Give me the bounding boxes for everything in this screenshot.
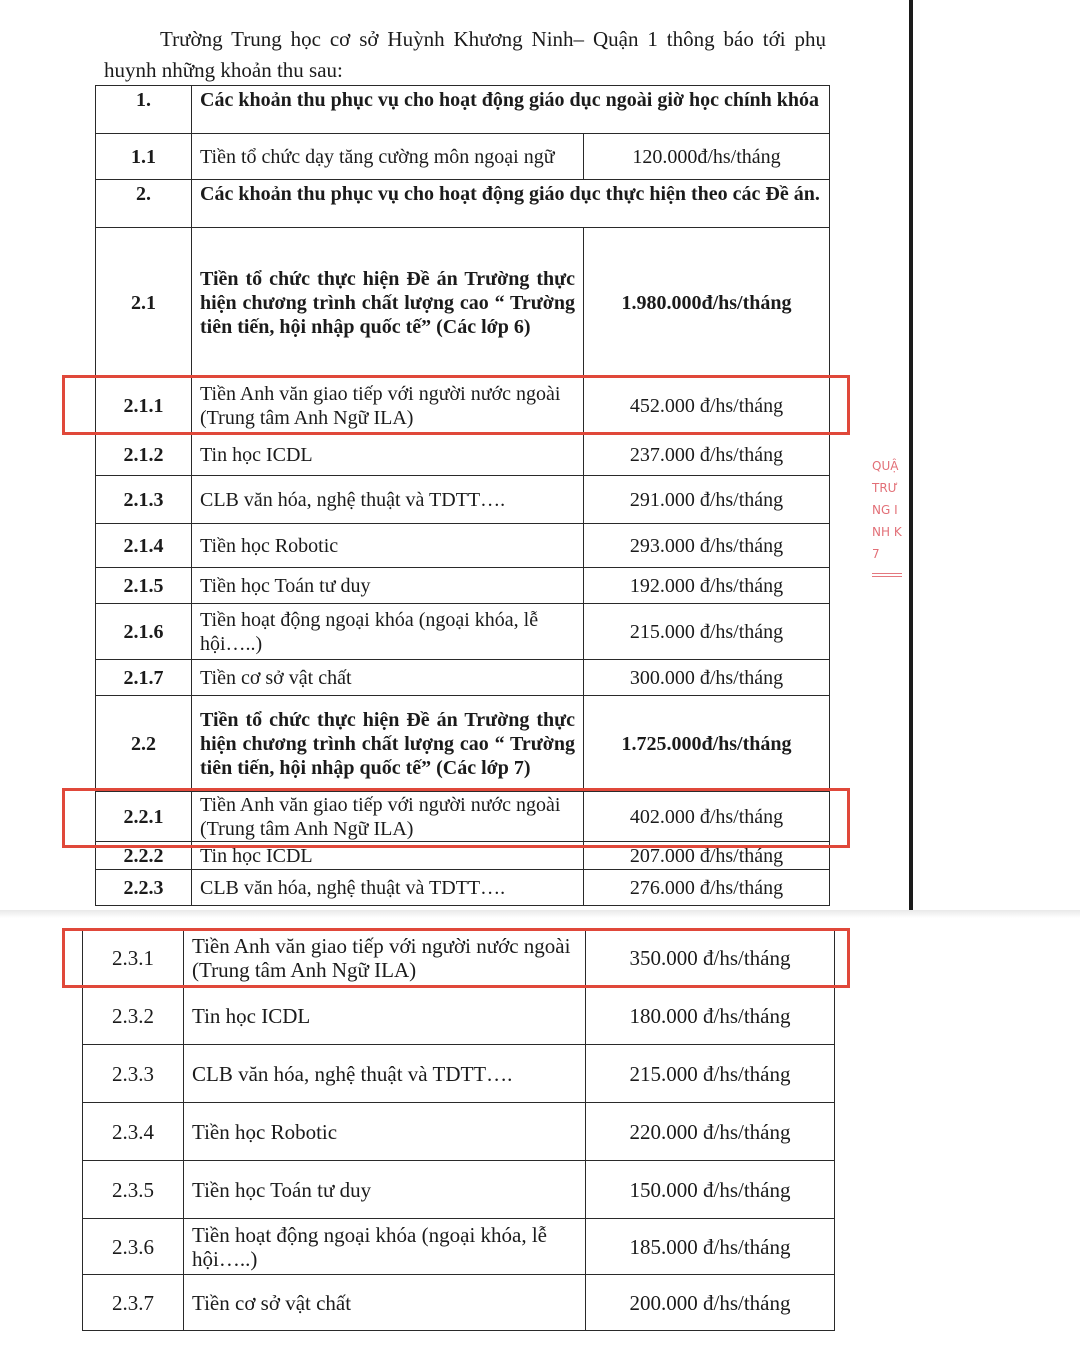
stamp-text-5: 7 <box>872 547 880 561</box>
table-row <box>96 434 830 476</box>
item-number: 1. <box>96 86 192 134</box>
item-description: Tin học ICDL <box>192 434 584 476</box>
item-amount: 237.000 đ/hs/tháng <box>584 434 830 476</box>
item-description: Tiền cơ sở vật chất <box>192 660 584 696</box>
item-number: 2.3.7 <box>83 1275 184 1331</box>
highlight-box-2-1-1 <box>62 375 850 435</box>
item-amount: 402.000 đ/hs/tháng <box>584 792 830 842</box>
item-number: 2.2 <box>96 696 192 792</box>
item-amount: 350.000 đ/hs/tháng <box>586 929 835 987</box>
item-description: Tiền cơ sở vật chất <box>184 1275 586 1331</box>
item-amount: 276.000 đ/hs/tháng <box>584 870 830 906</box>
table-row <box>96 476 830 524</box>
table-row <box>96 660 830 696</box>
stamp-text-3: NG I <box>872 503 898 517</box>
item-amount: 150.000 đ/hs/tháng <box>586 1161 835 1219</box>
item-number: 2.1 <box>96 228 192 378</box>
item-description: Tiền học Robotic <box>192 524 584 568</box>
item-number: 2.2.1 <box>96 792 192 842</box>
item-number: 2.1.7 <box>96 660 192 696</box>
item-description: Tiền học Robotic <box>184 1103 586 1161</box>
item-number: 2.1.4 <box>96 524 192 568</box>
item-description: CLB văn hóa, nghệ thuật và TDTT…. <box>192 476 584 524</box>
item-number: 2.2.2 <box>96 842 192 870</box>
item-amount: 220.000 đ/hs/tháng <box>586 1103 835 1161</box>
table-row <box>83 1219 835 1275</box>
item-number: 2. <box>96 180 192 228</box>
item-number: 2.3.2 <box>83 987 184 1045</box>
item-number: 1.1 <box>96 134 192 180</box>
item-number: 2.1.3 <box>96 476 192 524</box>
item-number: 2.1.5 <box>96 568 192 604</box>
item-description: Tiền hoạt động ngoại khóa (ngoại khóa, lễ hội…..) <box>184 1219 586 1275</box>
item-description: Tin học ICDL <box>184 987 586 1045</box>
item-number: 2.3.1 <box>83 929 184 987</box>
item-amount: 180.000 đ/hs/tháng <box>586 987 835 1045</box>
table-row <box>96 870 830 906</box>
screenshot-seam <box>0 910 1080 918</box>
table-row <box>96 604 830 660</box>
item-amount: 291.000 đ/hs/tháng <box>584 476 830 524</box>
item-description: Tiền Anh văn giao tiếp với người nước ngoài (Trung tâm Anh Ngữ ILA) <box>192 792 584 842</box>
table-row <box>83 1161 835 1219</box>
table-row <box>83 1103 835 1161</box>
item-description: Tiền học Toán tư duy <box>184 1161 586 1219</box>
item-description: Tiền Anh văn giao tiếp với người nước ngoài (Trung tâm Anh Ngữ ILA) <box>184 929 586 987</box>
item-amount: 200.000 đ/hs/tháng <box>586 1275 835 1331</box>
item-number: 2.2.3 <box>96 870 192 906</box>
red-stamp-fragment <box>872 455 912 615</box>
item-amount: 215.000 đ/hs/tháng <box>586 1045 835 1103</box>
stamp-lines <box>872 573 902 577</box>
stamp-text-1: QUẬ <box>872 459 899 473</box>
item-amount: 1.725.000đ/hs/tháng <box>584 696 830 792</box>
item-number: 2.1.2 <box>96 434 192 476</box>
item-amount: 300.000 đ/hs/tháng <box>584 660 830 696</box>
item-number: 2.3.3 <box>83 1045 184 1103</box>
item-description: CLB văn hóa, nghệ thuật và TDTT…. <box>184 1045 586 1103</box>
item-description: Các khoản thu phục vụ cho hoạt động giáo dục ngoài giờ học chính khóa <box>192 86 830 134</box>
item-description: Tin học ICDL <box>192 842 584 870</box>
item-number: 2.3.6 <box>83 1219 184 1275</box>
table-row <box>83 1045 835 1103</box>
section-row <box>96 86 830 134</box>
table-row <box>96 134 830 180</box>
stamp-text-4: NH K <box>872 525 902 539</box>
item-number: 2.1.1 <box>96 378 192 434</box>
group-row <box>96 696 830 792</box>
item-number: 2.1.6 <box>96 604 192 660</box>
stamp-text-2: TRƯ <box>872 481 898 495</box>
item-number: 2.3.4 <box>83 1103 184 1161</box>
item-description: Tiền tổ chức dạy tăng cường môn ngoại ngữ <box>192 134 584 180</box>
item-amount: 215.000 đ/hs/tháng <box>584 604 830 660</box>
item-amount: 207.000 đ/hs/tháng <box>584 842 830 870</box>
item-description: Các khoản thu phục vụ cho hoạt động giáo dục thực hiện theo các Đề án. <box>192 180 830 228</box>
table-row <box>83 987 835 1045</box>
fee-table-top <box>95 85 830 906</box>
item-description: Tiền hoạt động ngoại khóa (ngoại khóa, lễ hội…..) <box>192 604 584 660</box>
table-row <box>83 1275 835 1331</box>
highlight-box-2-3-1 <box>62 928 850 988</box>
item-amount: 120.000đ/hs/tháng <box>584 134 830 180</box>
intro-line-2: huynh những khoản thu sau: <box>104 58 343 82</box>
intro-line-1: Trường Trung học cơ sở Huỳnh Khương Ninh– Quận 1 thông báo tới phụ <box>160 27 826 51</box>
item-amount: 293.000 đ/hs/tháng <box>584 524 830 568</box>
table-row <box>96 524 830 568</box>
highlight-box-2-2-1 <box>62 788 850 848</box>
item-amount: 185.000 đ/hs/tháng <box>586 1219 835 1275</box>
fee-table-bottom <box>82 928 835 1331</box>
item-amount: 452.000 đ/hs/tháng <box>584 378 830 434</box>
item-description: Tiền Anh văn giao tiếp với người nước ngoài (Trung tâm Anh Ngữ ILA) <box>192 378 584 434</box>
item-amount: 1.980.000đ/hs/tháng <box>584 228 830 378</box>
intro-paragraph <box>104 24 826 86</box>
item-description: Tiền học Toán tư duy <box>192 568 584 604</box>
item-description: Tiền tổ chức thực hiện Đề án Trường thực hiện chương trình chất lượng cao “ Trường tiên tiến, hội nhập quốc tế” (Các lớp 6) <box>192 228 584 378</box>
group-row <box>96 228 830 378</box>
item-description: Tiền tổ chức thực hiện Đề án Trường thực hiện chương trình chất lượng cao “ Trường tiên tiến, hội nhập quốc tế” (Các lớp 7) <box>192 696 584 792</box>
section-row <box>96 180 830 228</box>
table-row <box>96 568 830 604</box>
item-description: CLB văn hóa, nghệ thuật và TDTT…. <box>192 870 584 906</box>
item-amount: 192.000 đ/hs/tháng <box>584 568 830 604</box>
item-number: 2.3.5 <box>83 1161 184 1219</box>
